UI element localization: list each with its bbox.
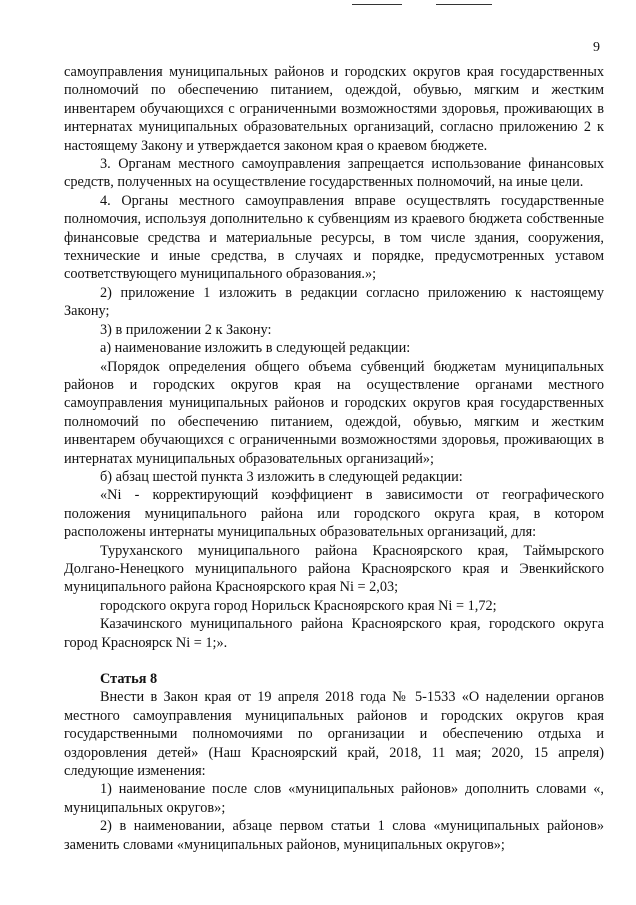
paragraph: Внести в Закон края от 19 апреля 2018 года № 5-1533 «О наделении органов местного самоуправления муниципальных районов и городских округов края государственными полномочиями по организации и обеспечению отдыха и оздоровления детей» (Наш Красноярский край, 2018, 11 мая; 2020, 15 апреля) следующие изменения:: [64, 689, 604, 780]
paragraph: а) наименование изложить в следующей редакции:: [100, 340, 411, 357]
page-number: 9: [593, 40, 600, 55]
paragraph: 4. Органы местного самоуправления вправе осуществлять государственные полномочия, используя дополнительно к субвенциям из краевого бюджета собственные финансовые средства и материальные ресурсы, в том числе здания, сооружения, технические и иные средства, в случаях и порядке, предусмотренных уставом соответствующего муниципального образования.»;: [64, 192, 604, 283]
paragraph: 3. Органам местного самоуправления запрещается использование финансовых средств, полученных на осуществление государственных полномочий, на иные цели.: [64, 156, 604, 191]
paragraph: «Порядок определения общего объема субвенций бюджетам муниципальных районов и городских округов края на осуществление органами местного самоуправления муниципальных районов и городских округов края государственных полномочий по обеспечению питанием, одеждой, обувью, мягким и жестким инвентарем обучающихся с ограниченными возможностями здоровья, проживающих в интернатах муниципальных образовательных организаций»;: [64, 358, 604, 467]
header-line-left: [352, 4, 402, 5]
paragraph: 1) наименование после слов «муниципальных районов» дополнить словами «, муниципальных округов»;: [64, 781, 604, 816]
paragraph: Казачинского муниципального района Красноярского края, городского округа город Красноярск Ni = 1;».: [64, 616, 604, 651]
spacer: [64, 652, 604, 670]
document-body: [64, 63, 604, 854]
header-line-right: [436, 4, 492, 5]
paragraph: «Ni - корректирующий коэффициент в зависимости от географического положения муниципального района или городского округа края, в котором расположены интернаты муниципальных образовательных организаций, для:: [64, 487, 604, 541]
paragraph: 3) в приложении 2 к Закону:: [100, 321, 272, 338]
paragraph: Туруханского муниципального района Красноярского края, Таймырского Долгано-Ненецкого муниципального района Красноярского края и Эвенкийского муниципального района Красноярского края Ni = 2,03;: [64, 542, 604, 596]
paragraph: 2) приложение 1 изложить в редакции согласно приложению к настоящему Закону;: [64, 284, 604, 320]
article-heading: Статья 8: [100, 671, 158, 687]
paragraph: б) абзац шестой пункта 3 изложить в следующей редакции:: [100, 468, 463, 485]
paragraph: 2) в наименовании, абзаце первом статьи 1 слова «муниципальных районов» заменить словами «муниципальных районов, муниципальных округов»;: [64, 818, 604, 853]
scan-header-remnant: [0, 0, 636, 8]
paragraph: самоуправления муниципальных районов и городских округов края государственных полномочий по обеспечению питанием, одеждой, обувью, мягким и жестким инвентарем обучающихся с ограниченными возможностями здоровья, проживающих в интернатах муниципальных образовательных организаций, согласно приложению 2 к настоящему Закону и утверждается законом края о краевом бюджете.: [64, 64, 604, 154]
paragraph: городского округа город Норильск Красноярского края Ni = 1,72;: [100, 597, 497, 614]
